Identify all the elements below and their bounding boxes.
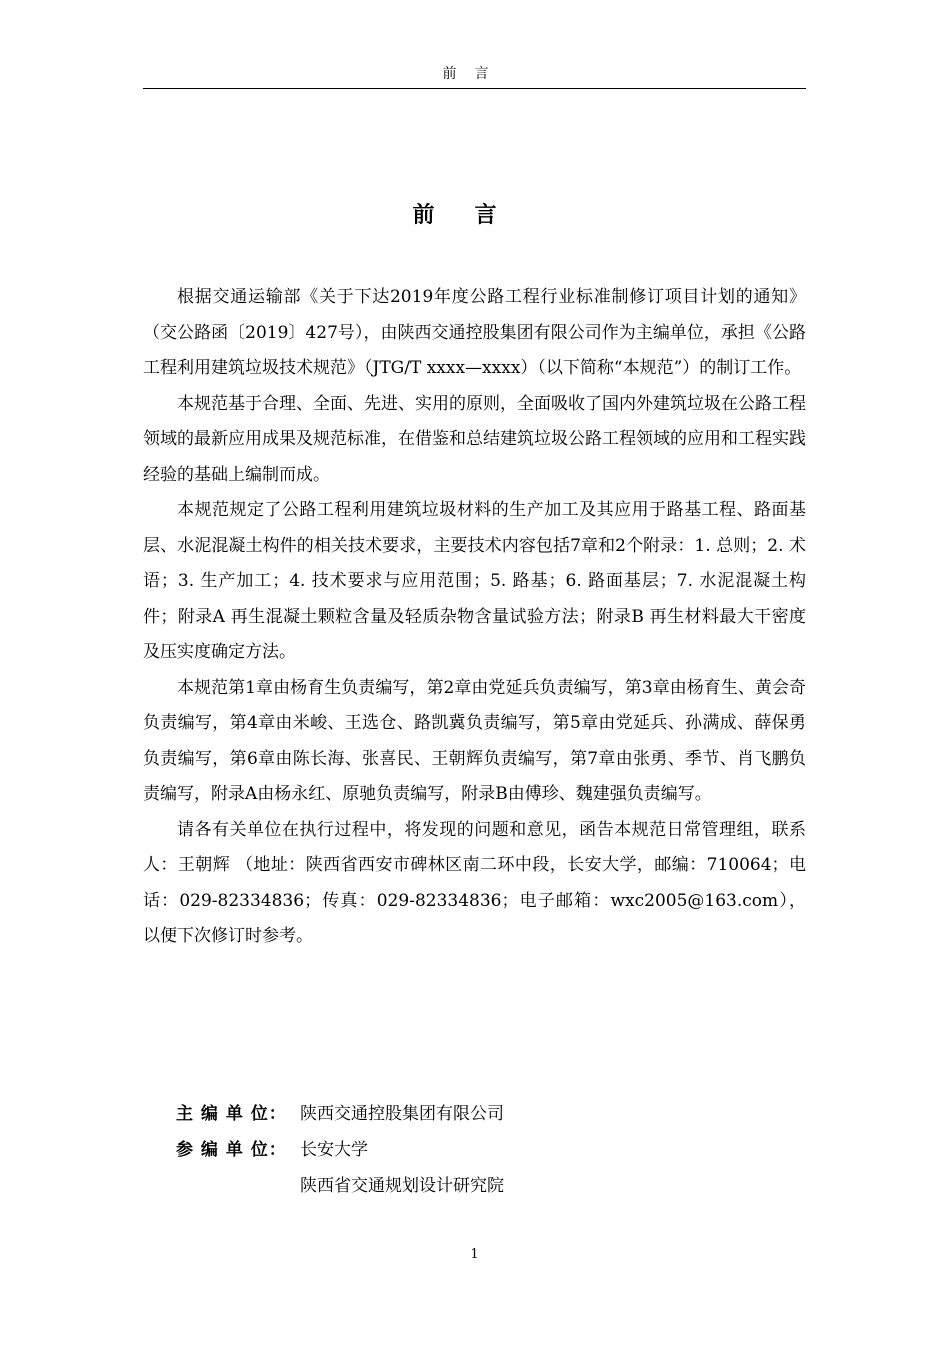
participating-unit-value: 长安大学 — [300, 1140, 368, 1160]
running-header-title: 前言 — [442, 66, 507, 82]
body-text — [143, 280, 806, 955]
page-title: 前言 — [412, 203, 537, 228]
chief-unit-label: 主 编 单 位： — [176, 1104, 287, 1124]
chief-unit-row — [176, 1096, 806, 1132]
running-header — [143, 64, 806, 89]
paragraph-scope: 本规范规定了公路工程利用建筑垃圾材料的生产加工及其应用于路基工程、路面基层、水泥混凝土构件的相关技术要求，主要技术内容包括7章和2个附录：1. 总则；2. 术语；3. 生产加工；4. 技术要求与应用范围；5. 路基；6. 路面基层；7. 水泥混凝土构件；附录A 再生混凝土颗粒含量及轻质杂物含量试验方法；附录B 再生材料最大干密度及压实度确定方法。 — [143, 500, 806, 662]
paragraph-contact: 请各有关单位在执行过程中，将发现的问题和意见，函告本规范日常管理组，联系人：王朝辉 （地址：陕西省西安市碑林区南二环中段，长安大学，邮编：710064；电话：029-82334836；传真：029-82334836；电子邮箱：wxc2005@163.com），以便下次修订时参考。 — [143, 819, 806, 946]
page-number: 1 — [470, 1247, 479, 1262]
paragraph-principles: 本规范基于合理、全面、先进、实用的原则，全面吸收了国内外建筑垃圾在公路工程领域的最新应用成果及规范标准，在借鉴和总结建筑垃圾公路工程领域的应用和工程实践经验的基础上编制而成。 — [143, 393, 806, 485]
editing-units — [176, 1096, 806, 1204]
participating-unit-row — [176, 1132, 806, 1168]
participating-unit-value: 陕西省交通规划设计研究院 — [300, 1176, 504, 1196]
chief-unit-value: 陕西交通控股集团有限公司 — [300, 1104, 504, 1124]
participating-unit-label: 参 编 单 位： — [176, 1140, 287, 1160]
paragraph-authors: 本规范第1章由杨育生负责编写，第2章由党延兵负责编写，第3章由杨育生、黄会奇负责编写，第4章由米峻、王选仓、路凯冀负责编写，第5章由党延兵、孙满成、薛保勇负责编写，第6章由陈长海、张喜民、王朝辉负责编写，第7章由张勇、季节、肖飞鹏负责编写，附录A由杨永红、原驰负责编写，附录B由傅珍、魏建强负责编写。 — [143, 677, 806, 804]
participating-unit-row — [176, 1168, 806, 1204]
paragraph-mandate: 根据交通运输部《关于下达2019年度公路工程行业标准制修订项目计划的通知》（交公路函〔2019〕427号），由陕西交通控股集团有限公司作为主编单位，承担《公路工程利用建筑垃圾技术规范》（JTG/T xxxx—xxxx）（以下简称“本规范”）的制订工作。 — [143, 287, 806, 378]
